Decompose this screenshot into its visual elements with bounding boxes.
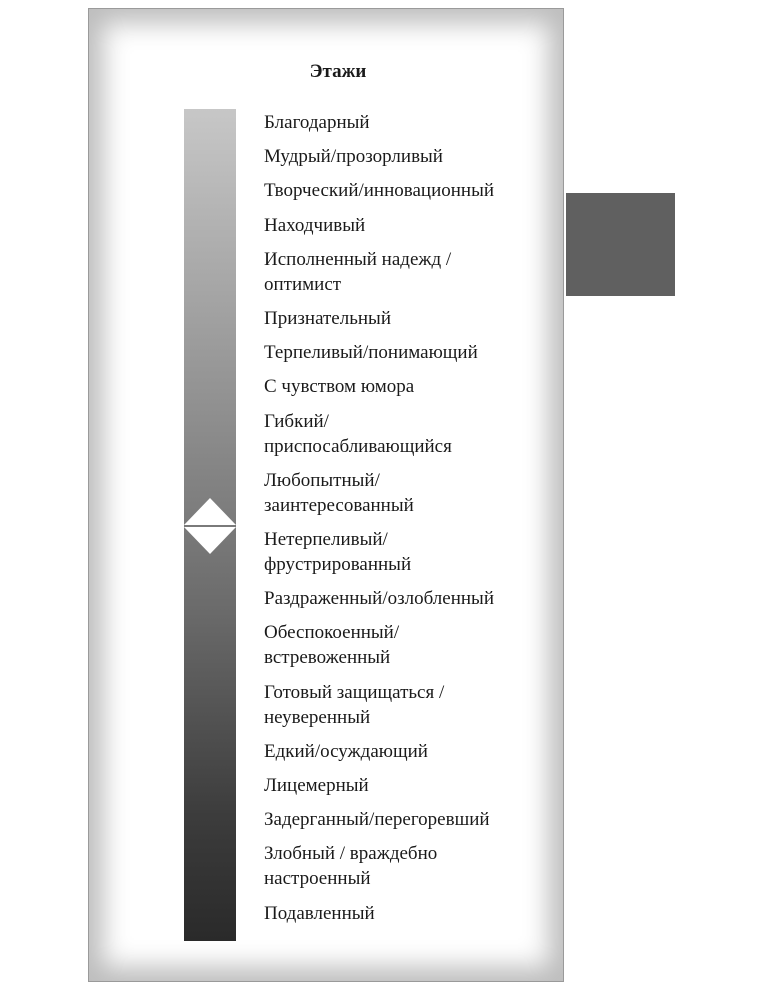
level-item: Гибкий/ приспосабливающийся [264,410,452,457]
level-item: Едкий/осуждающий [264,740,428,762]
level-item: Терпеливый/понимающий [264,342,478,364]
level-item: Задерганный/перегоревший [264,809,490,831]
level-item: Злобный / враждебно настроенный [264,843,438,890]
level-item: Признательный [264,308,391,329]
panel-title: Этажи [309,61,367,82]
level-item: Обеспокоенный/ встревоженный [264,622,400,669]
level-item: Исполненный надежд / оптимист [264,248,452,295]
diamond-marker-icon [184,498,236,554]
level-item: Находчивый [264,214,366,236]
floors-panel [88,8,564,982]
level-item: Любопытный/ заинтересованный [264,469,414,516]
diamond-marker-shape [184,498,236,554]
level-item: Мудрый/прозорливый [264,146,443,168]
level-item: Готовый защищаться / неуверенный [264,681,445,728]
side-tab [566,193,675,296]
level-item: Лицемерный [264,775,369,796]
level-item: Творческий/инновационный [264,180,495,202]
level-item: Благодарный [264,112,370,133]
level-item: Подавленный [264,902,375,924]
level-item: Раздраженный/озлобленный [264,588,494,610]
level-item: Нетерпеливый/ фрустрированный [264,529,412,575]
level-item: С чувством юмора [264,376,415,398]
